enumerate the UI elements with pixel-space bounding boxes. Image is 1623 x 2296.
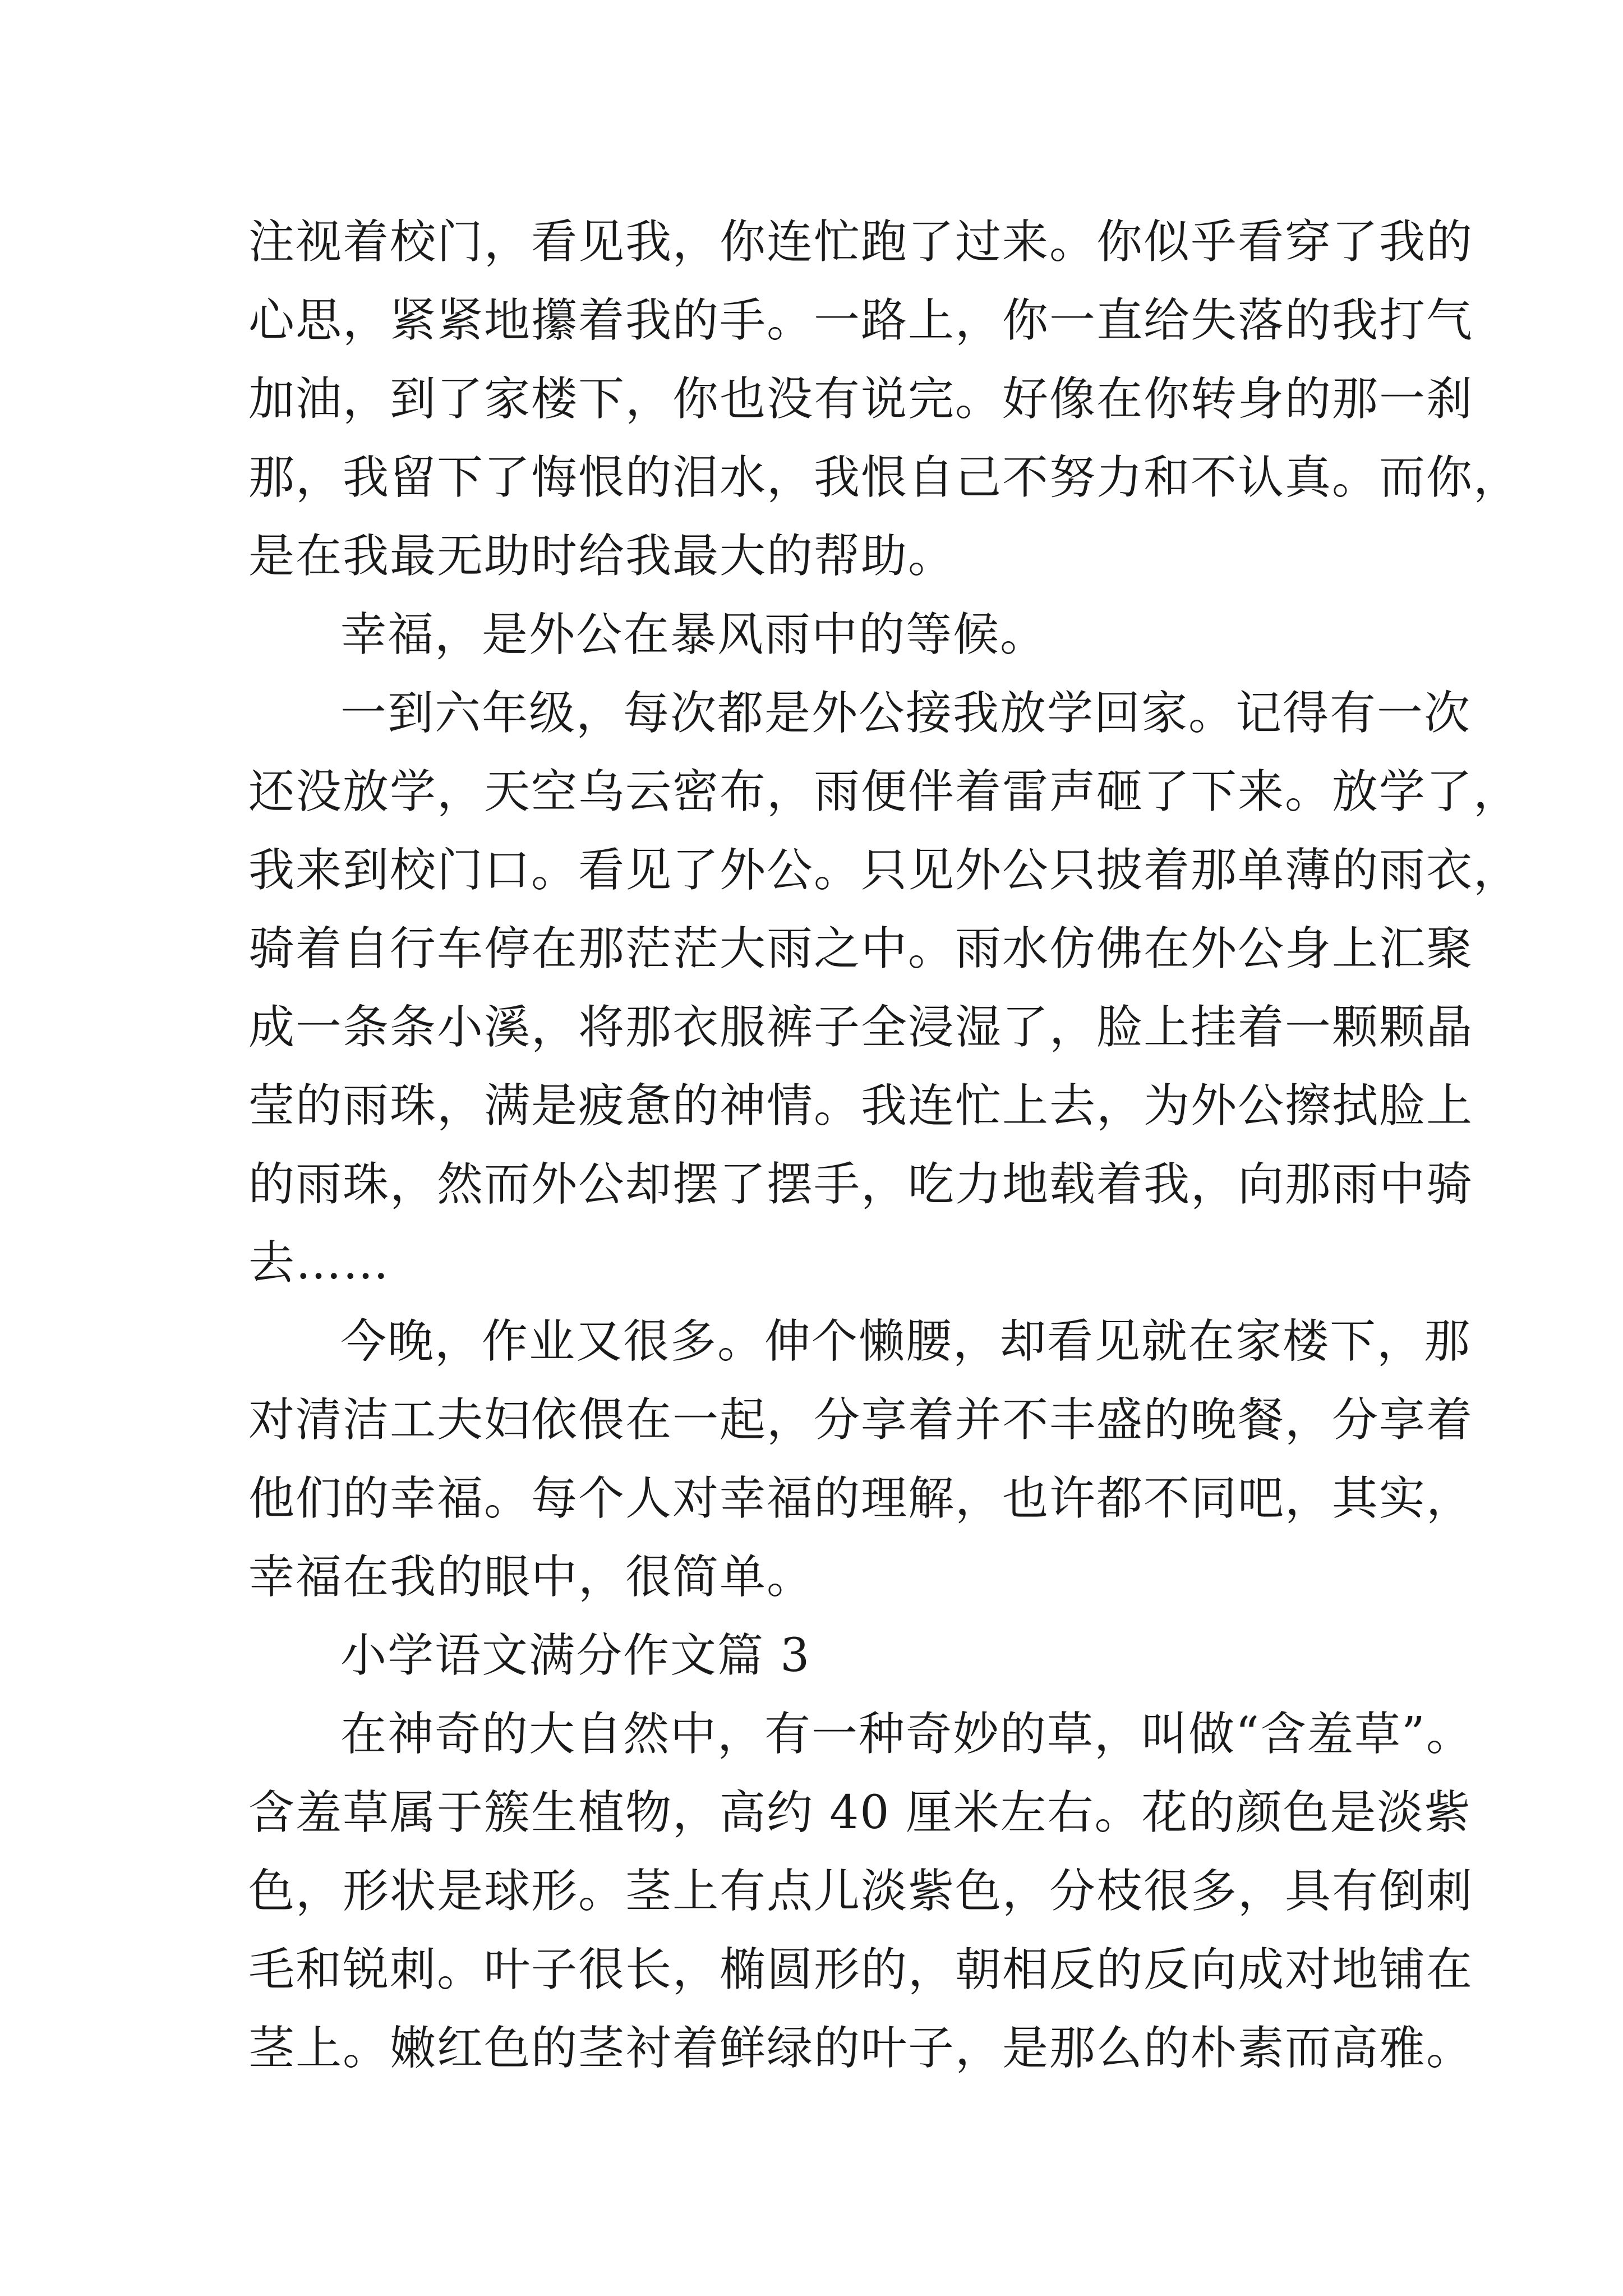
text-line: 茎上。嫩红色的茎衬着鲜绿的叶子，是那么的朴素而高雅。 xyxy=(248,2022,1474,2075)
text-line: 莹的雨珠，满是疲惫的神情。我连忙上去，为外公擦拭脸上 xyxy=(248,1079,1474,1133)
text-line: 色，形状是球形。茎上有点儿淡紫色，分枝很多，具有倒刺 xyxy=(248,1865,1474,1918)
text-line: 毛和锐刺。叶子很长，椭圆形的，朝相反的反向成对地铺在 xyxy=(248,1943,1474,1996)
text-line: 成一条条小溪，将那衣服裤子全浸湿了，脸上挂着一颗颗晶 xyxy=(248,1001,1474,1054)
text-line: 幸福在我的眼中，很简单。 xyxy=(248,1550,814,1604)
text-line: 还没放学，天空乌云密布，雨便伴着雷声砸了下来。放学了， xyxy=(248,765,1521,818)
text-line: 一到六年级，每次都是外公接我放学回家。记得有一次 xyxy=(340,687,1472,740)
text-line: 去…… xyxy=(248,1236,390,1290)
text-line: 含羞草属于簇生植物，高约 40 厘米左右。花的颜色是淡紫 xyxy=(248,1786,1472,1839)
text-line: 是在我最无助时给我最大的帮助。 xyxy=(248,530,956,583)
text-line: 的雨珠，然而外公却摆了摆手，吃力地载着我，向那雨中骑 xyxy=(248,1158,1474,1211)
text-line: 我来到校门口。看见了外公。只见外公只披着那单薄的雨衣， xyxy=(248,844,1521,897)
section-heading: 幸福，是外公在暴风雨中的等候。 xyxy=(340,608,1048,661)
article-title: 小学语文满分作文篇 3 xyxy=(340,1629,811,1682)
text-line: 今晚，作业又很多。伸个懒腰，却看见就在家楼下，那 xyxy=(340,1315,1472,1368)
text-line: 在神奇的大自然中，有一种奇妙的草，叫做“含羞草”。 xyxy=(340,1708,1473,1761)
text-line: 注视着校门，看见我，你连忙跑了过来。你似乎看穿了我的 xyxy=(248,215,1474,269)
text-line: 加油，到了家楼下，你也没有说完。好像在你转身的那一刹 xyxy=(248,372,1474,426)
text-line: 心思，紧紧地攥着我的手。一路上，你一直给失落的我打气 xyxy=(248,294,1474,347)
text-line: 对清洁工夫妇依偎在一起，分享着并不丰盛的晚餐，分享着 xyxy=(248,1393,1474,1447)
text-line: 那，我留下了悔恨的泪水，我恨自己不努力和不认真。而你， xyxy=(248,451,1521,504)
text-line: 骑着自行车停在那茫茫大雨之中。雨水仿佛在外公身上汇聚 xyxy=(248,922,1474,976)
text-line: 他们的幸福。每个人对幸福的理解，也许都不同吧，其实， xyxy=(248,1472,1474,1525)
